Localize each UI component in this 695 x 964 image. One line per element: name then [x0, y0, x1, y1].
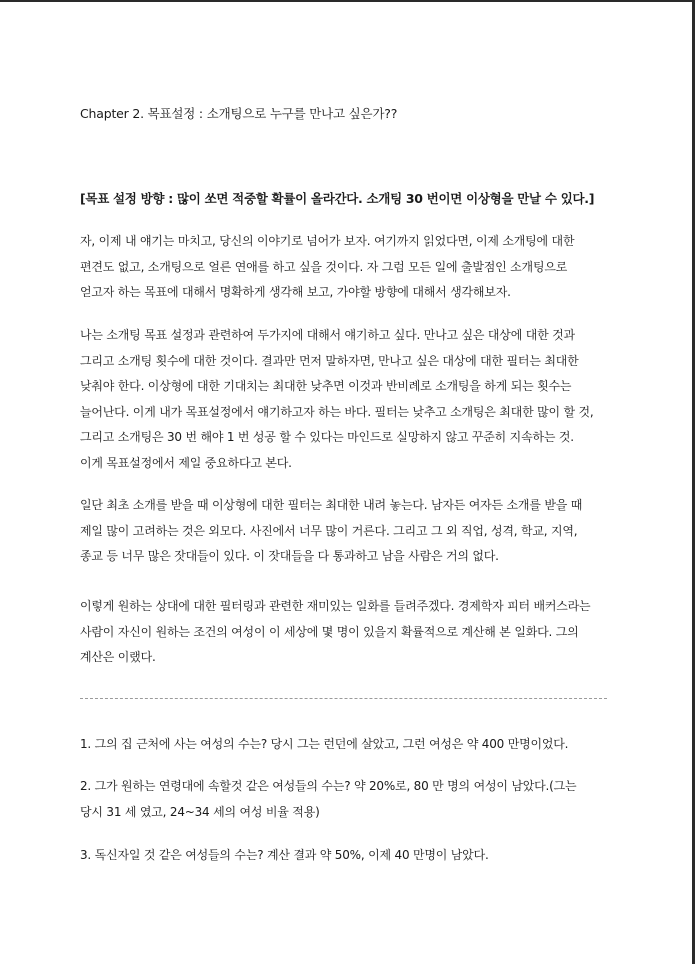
text-line: 계산은 이랬다. — [80, 650, 156, 664]
text-line: 낮춰야 한다. 이상형에 대한 기대치는 최대한 낮추면 이것과 반비례로 소개팅을 하게 되는 횟수는 — [80, 379, 572, 393]
text-line: 이렇게 원하는 상대에 대한 필터링과 관련한 재미있는 일화를 들려주겠다. 경제학자 피터 배커스라는 — [80, 599, 591, 613]
list-item-2 — [80, 774, 576, 825]
text-line: 얻고자 하는 목표에 대해서 명확하게 생각해 보고, 가야할 방향에 대해서 생각해보자. — [80, 285, 511, 299]
text-line: 2. 그가 원하는 연령대에 속할것 같은 여성들의 수는? 약 20%로, 80 만 명의 여성이 남았다.(그는 — [80, 779, 577, 793]
paragraph-3 — [80, 493, 620, 570]
text-line: 종교 등 너무 많은 잣대들이 있다. 이 잣대들을 다 통과하고 남을 사람은 거의 없다. — [80, 549, 499, 563]
text-line: 그리고 소개팅 횟수에 대한 것이다. 결과만 먼저 말하자면, 만나고 싶은 대상에 대한 필터는 최대한 — [80, 353, 579, 368]
text-line: 나는 소개팅 목표 설정과 관련하여 두가지에 대해서 얘기하고 싶다. 만나고 싶은 대상에 대한 것과 — [80, 328, 575, 342]
text-line: 1. 그의 집 근처에 사는 여성의 수는? 당시 그는 런던에 살았고, 그런 여성은 약 400 만명이었다. — [80, 737, 569, 751]
list-item-3 — [80, 843, 489, 869]
text-line: 늘어난다. 이게 내가 목표설정에서 얘기하고자 하는 바다. 필터는 낮추고 소개팅은 최대한 많이 할 것, — [80, 404, 594, 419]
text-line: 편견도 없고, 소개팅으로 얼른 연애를 하고 싶을 것이다. 자 그럼 모든 일에 출발점인 소개팅으로 — [80, 259, 568, 274]
text-line: 자, 이제 내 얘기는 마치고, 당신의 이야기로 넘어가 보자. 여기까지 읽었다면, 이제 소개팅에 대한 — [80, 234, 575, 248]
text-line: 제일 많이 고려하는 것은 외모다. 사진에서 너무 많이 거른다. 그리고 그 외 직업, 성격, 학교, 지역, — [80, 523, 578, 538]
paragraph-2 — [80, 323, 620, 476]
section-heading: [목표 설정 방향 : 많이 쏘면 적중할 확률이 올라간다. 소개팅 30 번이면 이상형을 만날 수 있다.] — [80, 191, 595, 206]
text-line: 이게 목표설정에서 제일 중요하다고 본다. — [80, 455, 292, 470]
chapter-title: Chapter 2. 목표설정 : 소개팅으로 누구를 만나고 싶은가?? — [80, 106, 398, 121]
text-line: 사람이 자신이 원하는 조건의 여성이 이 세상에 몇 명이 있을지 확률적으로 계산해 본 일화다. 그의 — [80, 624, 579, 639]
paragraph-4 — [80, 594, 620, 671]
dashed-separator — [80, 698, 607, 699]
text-line: 일단 최초 소개를 받을 때 이상형에 대한 필터는 최대한 내려 놓는다. 남자든 여자든 소개를 받을 때 — [80, 498, 583, 512]
text-line: 3. 독신자일 것 같은 여성들의 수는? 계산 결과 약 50%, 이제 40 만명이 남았다. — [80, 848, 489, 862]
paragraph-1 — [80, 229, 620, 306]
text-line: 당시 31 세 였고, 24~34 세의 여성 비율 적용) — [80, 804, 320, 819]
text-line: 그리고 소개팅은 30 번 해야 1 번 성공 할 수 있다는 마인드로 실망하지 않고 꾸준히 지속하는 것. — [80, 430, 574, 444]
list-item-1 — [80, 732, 568, 758]
